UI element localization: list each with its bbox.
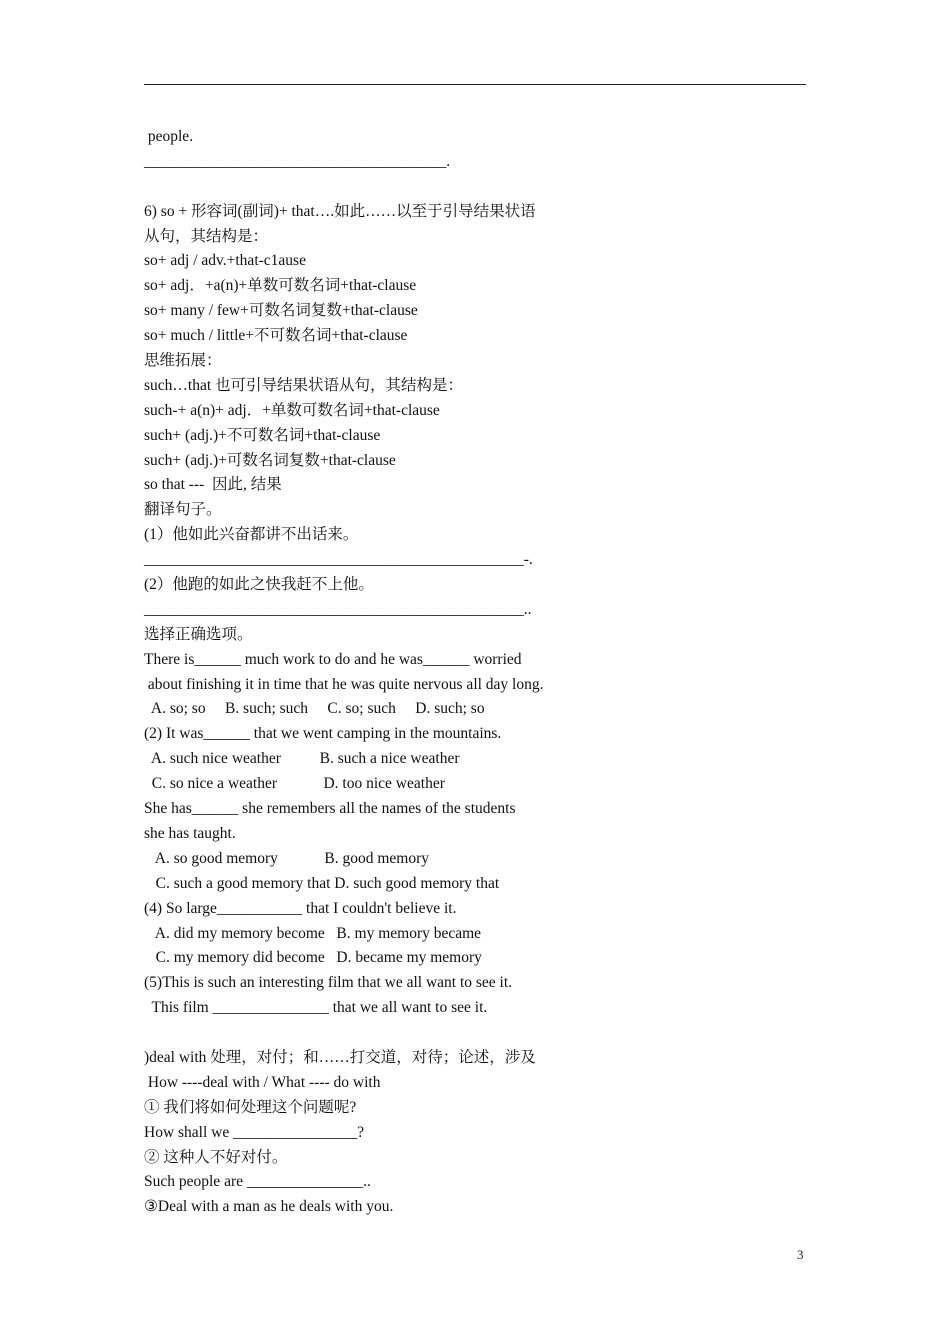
question-line: There is______ much work to do and he was______ worried <box>144 650 522 668</box>
options-line: C. my memory did become D. became my memory <box>144 949 482 967</box>
options-line: C. such a good memory that D. such good memory that <box>144 874 500 892</box>
document-body <box>144 125 704 1220</box>
answer-blank: _________________________________________________-. <box>144 551 533 569</box>
question-line: about finishing it in time that he was quite nervous all day long. <box>144 675 544 693</box>
exercise-prompt: (1）他如此兴奋都讲不出话来。 <box>144 526 359 544</box>
question-line: How shall we ________________? <box>144 1123 364 1141</box>
question-line: She has______ she remembers all the names of the students <box>144 800 516 818</box>
text-line: such…that 也可引导结果状语从句，其结构是： <box>144 376 464 394</box>
text-line: so that --- 因此, 结果 <box>144 476 282 494</box>
section-heading: )deal with 处理，对付；和……打交道，对待；论述，涉及 <box>144 1048 536 1066</box>
answer-blank: _______________________________________. <box>144 152 451 170</box>
structure-line: so+ adj．+a(n)+单数可数名词+that-clause <box>144 277 417 295</box>
page-number: 3 <box>797 1247 804 1262</box>
text-line: How ----deal with / What ---- do with <box>144 1073 381 1091</box>
options-line: A. so; so B. such; such C. so; such D. such; so <box>144 700 485 718</box>
text-line: ③Deal with a man as he deals with you. <box>144 1198 394 1216</box>
subheading: 翻译句子。 <box>144 501 222 519</box>
exercise-prompt: ① 我们将如何处理这个问题呢? <box>144 1098 357 1116</box>
options-line: C. so nice a weather D. too nice weather <box>144 775 445 793</box>
question-line: This film _______________ that we all want to see it. <box>144 999 488 1017</box>
structure-line: so+ adj / adv.+that-c1ause <box>144 252 306 270</box>
options-line: A. so good memory B. good memory <box>144 849 430 867</box>
blank-line <box>144 1021 704 1046</box>
question-line: she has taught. <box>144 824 236 842</box>
text-line: people. <box>144 128 194 145</box>
options-line: A. did my memory become B. my memory became <box>144 924 482 942</box>
structure-line: so+ much / little+不可数名词+that-clause <box>144 327 408 345</box>
structure-line: such-+ a(n)+ adj．+单数可数名词+that-clause <box>144 401 440 419</box>
subheading: 选择正确选项。 <box>144 625 253 643</box>
structure-line: such+ (adj.)+不可数名词+that-clause <box>144 426 381 444</box>
question-line: (5)This is such an interesting film that we all want to see it. <box>144 974 513 992</box>
exercise-prompt: ② 这种人不好对付。 <box>144 1148 288 1166</box>
exercise-prompt: (2）他跑的如此之快我赶不上他。 <box>144 576 374 594</box>
header-rule <box>144 84 806 85</box>
subheading: 思维拓展： <box>144 352 222 370</box>
blank-line <box>144 175 704 200</box>
options-line: A. such nice weather B. such a nice weather <box>144 750 460 768</box>
question-line: (2) It was______ that we went camping in the mountains. <box>144 725 502 743</box>
question-line: Such people are _______________.. <box>144 1173 371 1191</box>
section-heading: 6) so + 形容词(副词)+ that….如此……以至于引导结果状语 <box>144 202 536 220</box>
structure-line: such+ (adj.)+可数名词复数+that-clause <box>144 451 396 469</box>
answer-blank: _________________________________________________.. <box>144 600 532 618</box>
text-line: 从句，其结构是： <box>144 227 269 245</box>
structure-line: so+ many / few+可数名词复数+that-clause <box>144 302 418 320</box>
question-line: (4) So large___________ that I couldn't believe it. <box>144 899 457 917</box>
